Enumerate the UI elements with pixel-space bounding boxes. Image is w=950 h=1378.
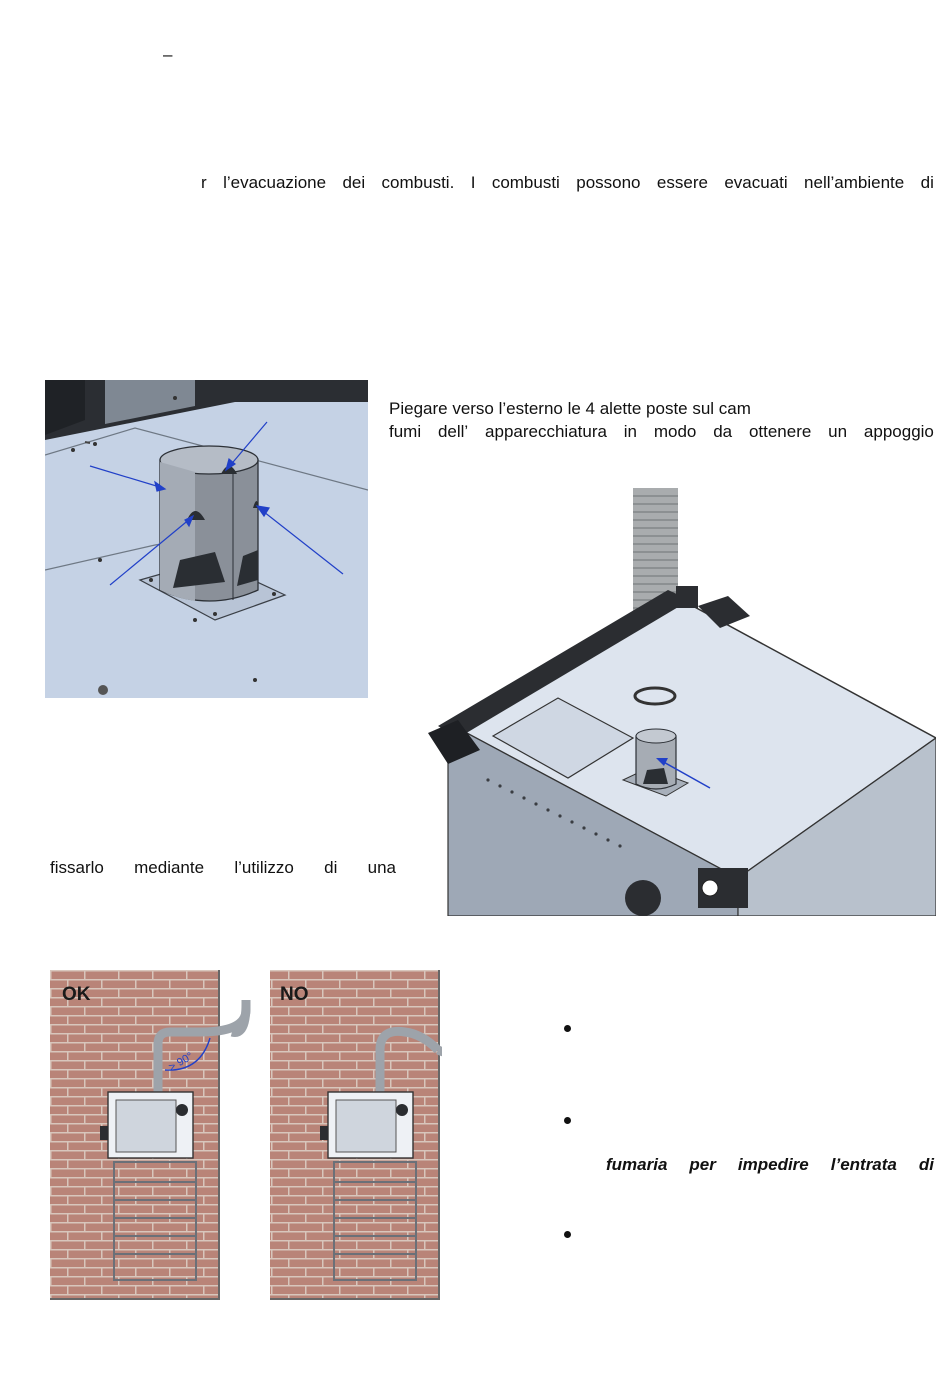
word: ottenere xyxy=(748,422,812,441)
word: r xyxy=(201,173,207,192)
word: l’entrata xyxy=(830,1155,897,1174)
word: modo xyxy=(653,422,697,441)
fix-text-line xyxy=(50,857,396,879)
no-label: NO xyxy=(280,984,309,1005)
word: fumi xyxy=(389,422,422,441)
word: per xyxy=(689,1155,716,1174)
appliance-flue-figure xyxy=(428,488,936,916)
word: appoggio xyxy=(863,422,934,441)
bullet-point xyxy=(564,1117,571,1124)
word: dell’ xyxy=(437,422,469,441)
word: combusti. xyxy=(381,173,455,192)
bullet-point xyxy=(564,1025,571,1032)
word: nell’ambiente xyxy=(804,173,905,192)
bullet-point xyxy=(564,1231,571,1238)
word: dei xyxy=(342,173,366,192)
ok-label: OK xyxy=(62,984,91,1005)
word: una xyxy=(367,858,396,877)
word: combusti xyxy=(491,173,560,192)
word: fissarlo xyxy=(50,858,104,877)
word: fumaria xyxy=(606,1155,668,1174)
word: in xyxy=(623,422,638,441)
word: da xyxy=(713,422,733,441)
dash-mark: – xyxy=(163,45,173,64)
word: di xyxy=(920,173,934,192)
word: l’utilizzo xyxy=(234,858,294,877)
angle-label: > 90° xyxy=(166,1050,196,1074)
word: mediante xyxy=(134,858,205,877)
intro-text-line xyxy=(201,172,934,194)
word: un xyxy=(828,422,848,441)
word: di xyxy=(918,1155,934,1174)
word: di xyxy=(324,858,338,877)
word: I xyxy=(470,173,476,192)
word: possono xyxy=(576,173,641,192)
bullet-text-line xyxy=(606,1154,934,1176)
instruction-line-2 xyxy=(389,421,934,443)
word: impedire xyxy=(737,1155,809,1174)
collar-closeup-figure xyxy=(45,380,368,698)
word: evacuati xyxy=(724,173,788,192)
wall-install-figure xyxy=(50,970,442,1300)
instruction-line-1: Piegare verso l’esterno le 4 alette poste sul cam xyxy=(389,399,751,418)
word: apparecchiatura xyxy=(485,422,607,441)
word: l’evacuazione xyxy=(223,173,327,192)
word: essere xyxy=(656,173,708,192)
